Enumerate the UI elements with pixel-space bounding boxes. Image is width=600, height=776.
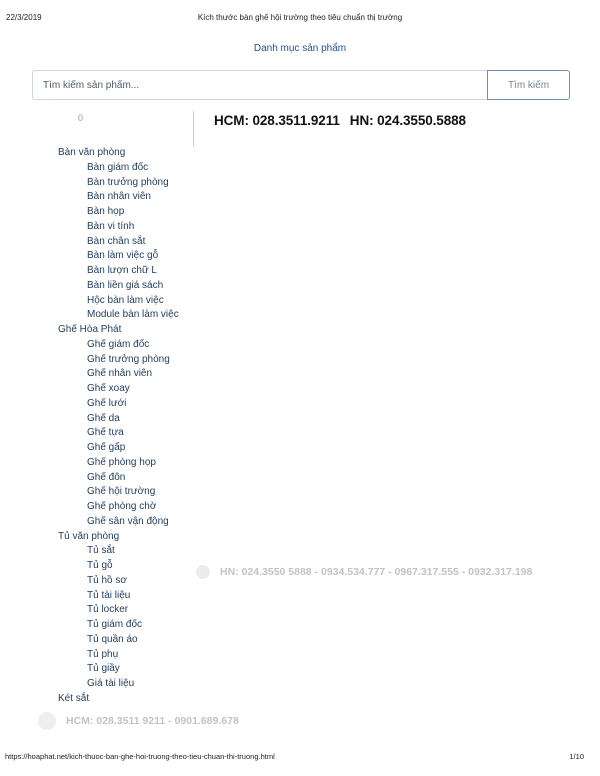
print-header <box>0 0 600 22</box>
catalog-title-link[interactable]: Danh mục sản phẩm <box>253 43 347 54</box>
subcategory-link[interactable]: Tủ tài liệu <box>87 589 131 601</box>
subcategory-link[interactable]: Bàn họp <box>87 206 125 217</box>
search-input[interactable] <box>32 70 487 100</box>
category-ket-sat <box>58 692 198 707</box>
subcategory-list <box>58 161 198 323</box>
cart-count-badge: 0 <box>78 113 84 123</box>
subcategory-link[interactable]: Ghế tựa <box>87 427 124 439</box>
subcategory-link[interactable]: Ghế sân vận động <box>87 515 169 527</box>
hotline <box>214 113 466 128</box>
print-url: https://hoaphat.net/kich-thuoc-ban-ghe-hoi-truong-theo-tieu-chuan-thi-truong.html <box>5 752 275 761</box>
category-ghe-hoa-phat <box>58 323 198 530</box>
subcategory-link[interactable]: Ghế gấp <box>87 442 126 453</box>
subcategory-list <box>58 338 198 530</box>
subcategory-link[interactable]: Tủ quần áo <box>87 633 138 645</box>
subcategory-link[interactable]: Ghế trưởng phòng <box>87 353 170 365</box>
subcategory-link[interactable]: Bàn làm việc gỗ <box>87 250 159 262</box>
category-link[interactable]: Két sắt <box>58 692 90 704</box>
watermark-hcm-text: HCM: 028.3511 9211 - 0901.689.678 <box>66 714 239 727</box>
subcategory-link[interactable]: Ghế phòng họp <box>87 456 156 468</box>
subcategory-link[interactable]: Bàn liền giá sách <box>87 279 164 291</box>
hotline-hn[interactable]: HN: 024.3550.5888 <box>349 113 466 128</box>
subcategory-link[interactable]: Module bàn làm việc <box>87 309 179 321</box>
category-link[interactable]: Bàn văn phòng <box>58 147 126 158</box>
subcategory-link[interactable]: Tủ gỗ <box>87 560 113 571</box>
watermark-hn-phones <box>196 565 532 579</box>
subcategory-list <box>58 544 198 692</box>
subcategory-link[interactable]: Ghế hội trường <box>87 486 156 498</box>
category-link[interactable]: Tủ văn phòng <box>58 530 120 542</box>
watermark-hcm-phones <box>38 712 239 730</box>
subcategory-link[interactable]: Tủ phụ <box>87 648 119 660</box>
category-menu <box>58 146 198 707</box>
watermark-hn-text: HN: 024.3550 5888 - 0934.534.777 - 0967.317.555 - 0932.317.198 <box>220 565 533 578</box>
print-page-title: Kích thước bàn ghế hội trường theo tiêu chuẩn thị trường <box>197 13 403 22</box>
search-bar <box>32 70 570 100</box>
hotline-hcm[interactable]: HCM: 028.3511.9211 <box>214 113 340 128</box>
subcategory-link[interactable]: Hộc bàn làm việc <box>87 294 164 306</box>
subcategory-link[interactable]: Ghế giám đốc <box>87 338 150 350</box>
search-button[interactable]: Tìm kiếm <box>487 70 570 100</box>
subcategory-link[interactable]: Bàn vi tính <box>87 220 135 232</box>
subcategory-link[interactable]: Tủ locker <box>87 604 129 616</box>
subcategory-link[interactable]: Ghế da <box>87 412 120 424</box>
subcategory-link[interactable]: Giá tài liệu <box>87 678 135 689</box>
category-tu-van-phong <box>58 530 198 692</box>
subcategory-link[interactable]: Bàn nhân viên <box>87 191 151 203</box>
subcategory-link[interactable]: Ghế xoay <box>87 383 130 394</box>
category-link[interactable]: Ghế Hòa Phát <box>58 324 122 335</box>
subcategory-link[interactable]: Ghế phòng chờ <box>87 501 157 512</box>
subcategory-link[interactable]: Ghế đôn <box>87 471 126 483</box>
subcategory-link[interactable]: Tủ giám đốc <box>87 619 143 630</box>
subcategory-link[interactable]: Tủ sắt <box>87 545 115 557</box>
subcategory-link[interactable]: Ghế lưới <box>87 397 127 409</box>
subcategory-link[interactable]: Tủ giầy <box>87 663 120 675</box>
print-date: 22/3/2019 <box>6 13 42 22</box>
subcategory-link[interactable]: Bàn giám đốc <box>87 161 149 173</box>
subcategory-link[interactable]: Ghế nhân viên <box>87 368 153 380</box>
subcategory-link[interactable]: Tủ hồ sơ <box>87 574 127 586</box>
print-page-number: 1/10 <box>569 752 584 761</box>
phone-watermark-icon <box>196 565 210 579</box>
subcategory-link[interactable]: Bàn trưởng phòng <box>87 176 169 188</box>
subcategory-link[interactable]: Bàn chân sắt <box>87 235 146 247</box>
category-ban-van-phong <box>58 146 198 323</box>
phone-watermark-icon <box>38 712 56 730</box>
subcategory-link[interactable]: Bàn lượn chữ L <box>87 265 157 276</box>
header-divider <box>193 111 194 146</box>
